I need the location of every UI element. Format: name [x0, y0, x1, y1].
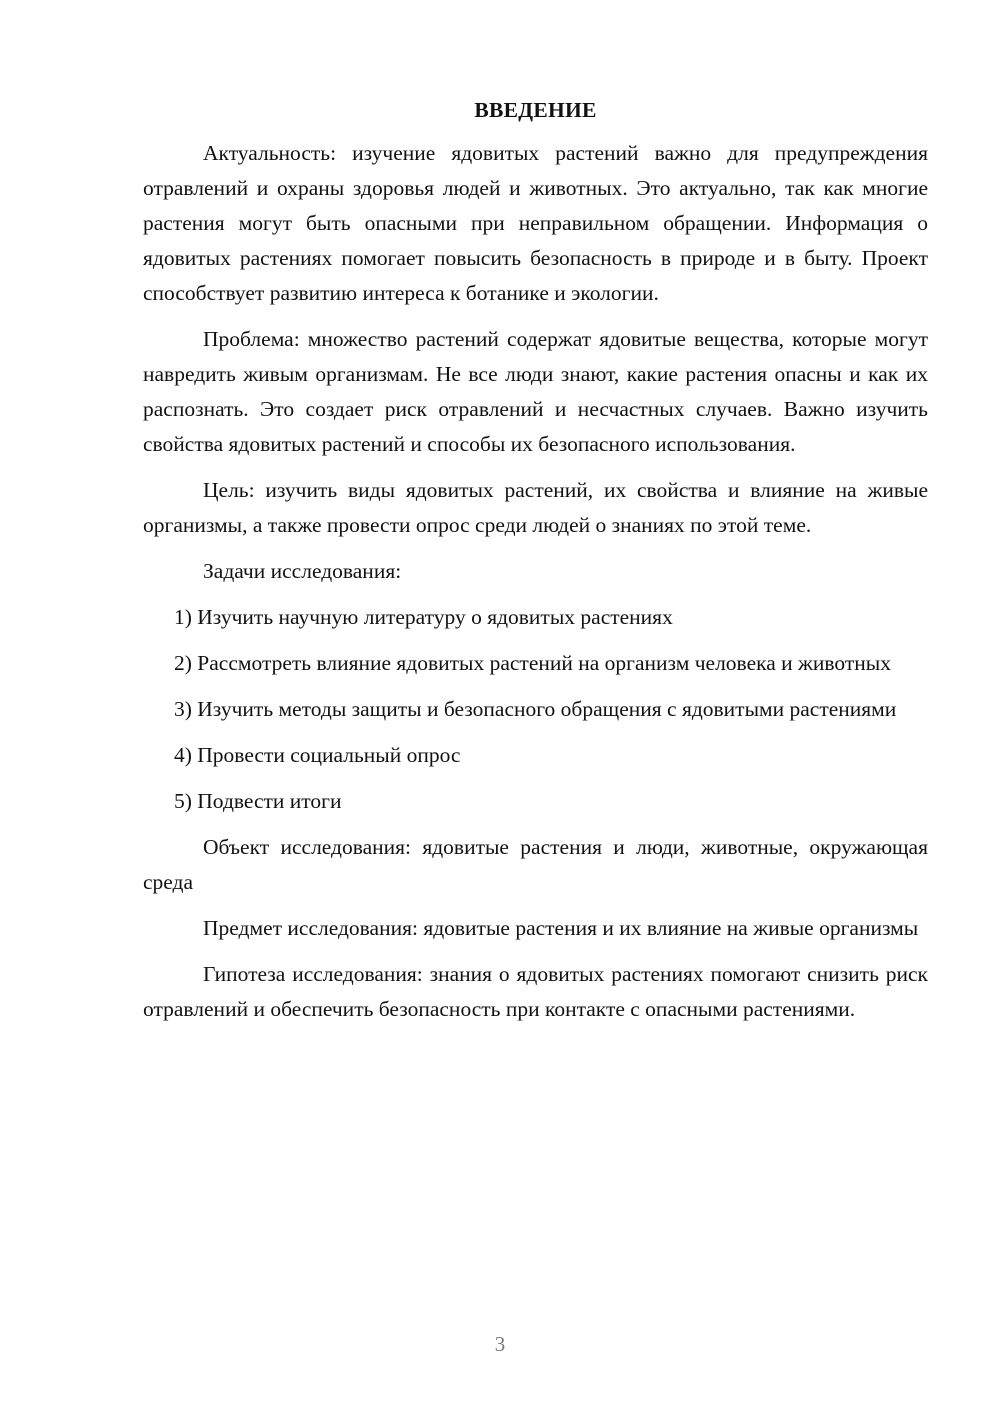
page-title: ВВЕДЕНИЕ [474, 98, 597, 122]
problem-paragraph: Проблема: множество растений содержат ядовитые вещества, которые могут навредить живым организмам. Не все люди знают, какие растения опасны и как их распознать. Это создает риск отравлений и несчастных случаев. Важно изучить свойства ядовитых растений и способы их безопасного использования. [143, 327, 928, 456]
research-subject-paragraph: Предмет исследования: ядовитые растения и их влияние на живые организмы [203, 916, 919, 940]
document-page [143, 90, 928, 1038]
task-item-4: 4) Провести социальный опрос [174, 743, 461, 767]
task-item-5: 5) Подвести итоги [174, 789, 342, 813]
task-item-1: 1) Изучить научную литературу о ядовитых растениях [174, 605, 673, 629]
relevance-paragraph: Актуальность: изучение ядовитых растений важно для предупреждения отравлений и охраны здоровья людей и животных. Это актуально, так как многие растения могут быть опасными при неправильном обращении. Информация о ядовитых растениях помогает повысить безопасность в природе и в быту. Проект способствует развитию интереса к ботанике и экологии. [143, 141, 928, 305]
tasks-heading: Задачи исследования: [203, 559, 402, 583]
research-object-paragraph: Объект исследования: ядовитые растения и люди, животные, окружающая среда [143, 835, 928, 894]
task-item-3: 3) Изучить методы защиты и безопасного обращения с ядовитыми растениями [174, 697, 897, 721]
page-number: 3 [494, 1332, 506, 1356]
goal-paragraph: Цель: изучить виды ядовитых растений, их свойства и влияние на живые организмы, а также провести опрос среди людей о знаниях по этой теме. [143, 478, 928, 537]
research-hypothesis-paragraph: Гипотеза исследования: знания о ядовитых растениях помогают снизить риск отравлений и обеспечить безопасность при контакте с опасными растениями. [143, 962, 928, 1021]
task-item-2: 2) Рассмотреть влияние ядовитых растений на организм человека и животных [174, 651, 891, 675]
